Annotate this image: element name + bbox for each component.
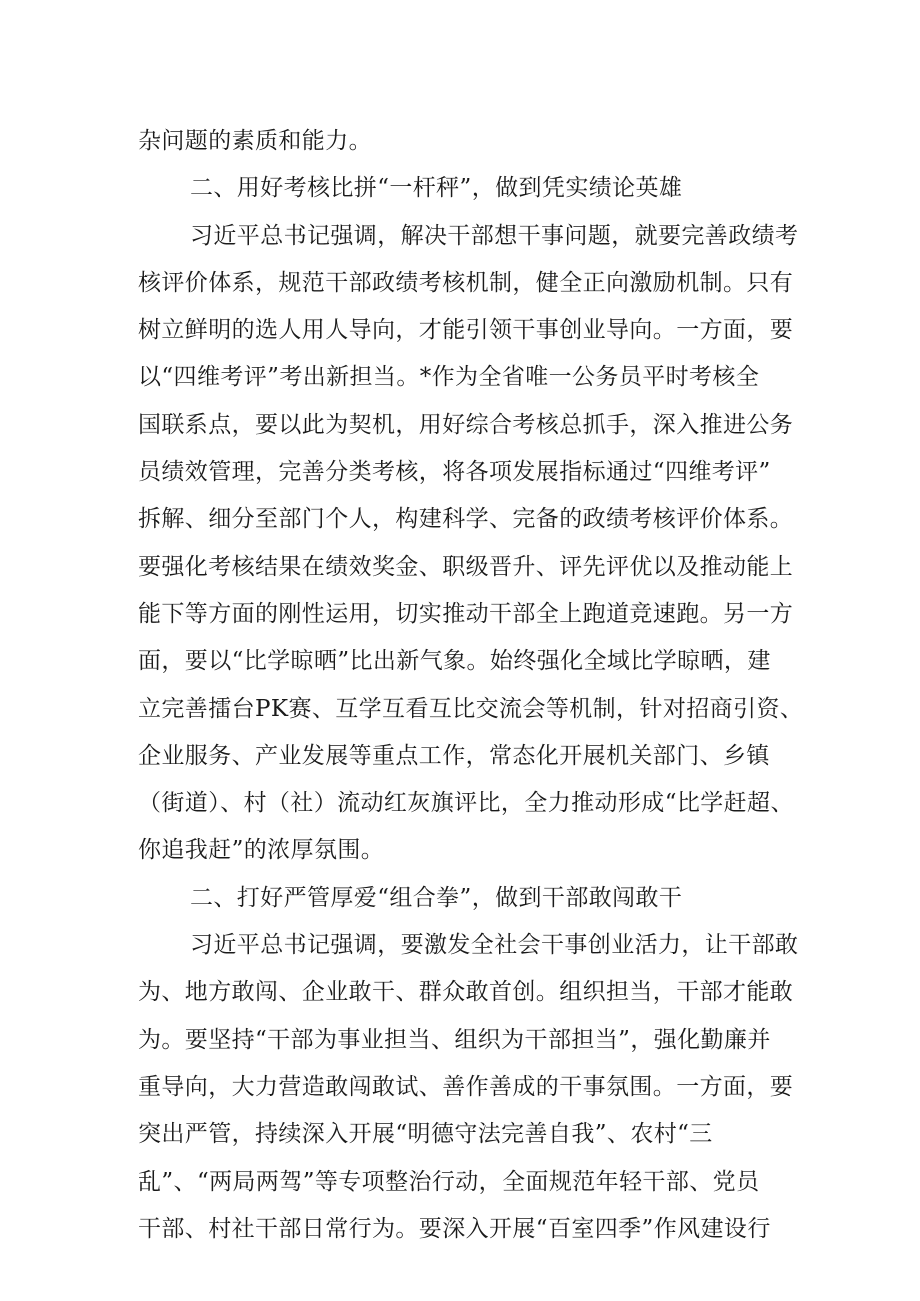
text-line: 企业服务、产业发展等重点工作，常态化开展机关部门、乡镇 [138,742,770,769]
text-line: 干部、村社干部日常行为。要深入开展“百室四季”作风建设行 [138,1215,771,1242]
text-line: 杂问题的素质和能力。 [138,128,372,154]
text-line: 核评价体系，规范干部政绩考核机制，健全正向激励机制。只有 [138,269,794,296]
text-line: 拆解、细分至部门个人，构建科学、完备的政绩考核评价体系。 [138,506,794,533]
document-body [138,118,804,1253]
text-line: 乱”、“两局两驾”等专项整治行动，全面规范年轻干部、党员 [138,1168,760,1195]
text-line: 二、打好严管厚爱“组合拳”，做到干部敢闯敢干 [190,884,683,911]
text-line: 面，要以“比学晾晒”比出新气象。始终强化全域比学晾晒，建 [138,648,771,675]
text-line: 国联系点，要以此为契机，用好综合考核总抓手，深入推进公务 [138,411,794,438]
text-line: 突出严管，持续深入开展“明德守法完善自我”、农村“三 [138,1121,713,1148]
text-line: 习近平总书记强调，要激发全社会干事创业活力，让干部敢 [190,932,799,959]
text-line: 以“四维考评”考出新担当。*作为全省唯一公务员平时考核全 [138,364,760,391]
text-line: 重导向，大力营造敢闯敢试、善作善成的干事氛围。一方面，要 [138,1073,794,1100]
text-line: 立完善擂台PK赛、互学互看互比交流会等机制，针对招商引资、 [138,695,804,722]
text-line: 要强化考核结果在绩效奖金、职级晋升、评先评优以及推动能上 [138,553,794,580]
text-line: 你追我赶”的浓厚氛围。 [138,837,385,864]
text-line: （街道）、村（社）流动红灰旗评比，全力推动形成“比学赶超、 [138,790,794,817]
text-line: 二、用好考核比拼“一杆秤”，做到凭实绩论英雄 [190,175,683,202]
text-line: 员绩效管理，完善分类考核，将各项发展指标通过“四维考评” [138,459,771,486]
text-line: 能下等方面的刚性运用，切实推动干部全上跑道竞速跑。另一方 [138,600,794,627]
text-line: 为。要坚持“干部为事业担当、组织为干部担当”，强化勤廉并 [138,1026,771,1053]
text-line: 为、地方敢闯、企业敢干、群众敢首创。组织担当，干部才能敢 [138,979,794,1006]
text-line: 习近平总书记强调，解决干部想干事问题，就要完善政绩考 [190,222,799,249]
text-line: 树立鲜明的选人用人导向，才能引领干事创业导向。一方面，要 [138,317,794,344]
